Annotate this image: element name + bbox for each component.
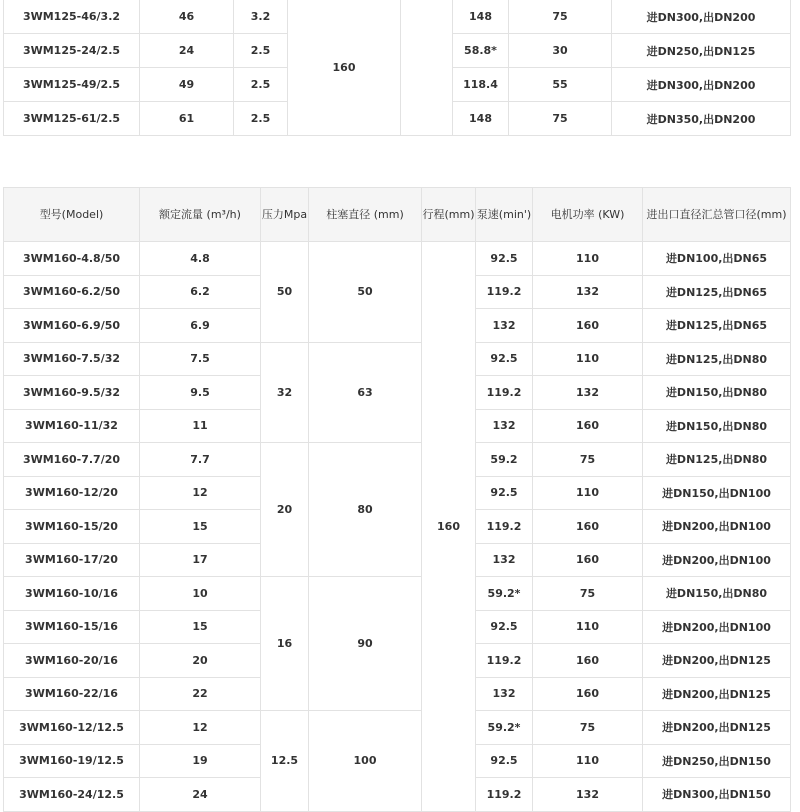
table-row (4, 342, 791, 376)
cell-power: 30 (509, 34, 612, 68)
cell-power: 75 (533, 577, 643, 611)
cell-rpm: 148 (453, 102, 509, 136)
table-row (4, 577, 791, 611)
cell-model: 3WM160-24/12.5 (4, 778, 140, 812)
header-model: 型号(Model) (4, 188, 140, 242)
table-row (4, 443, 791, 477)
cell-pipe: 进DN150,出DN80 (643, 409, 791, 443)
cell-flow: 12 (140, 476, 261, 510)
cell-power: 160 (533, 510, 643, 544)
cell-flow: 49 (140, 68, 234, 102)
cell-model: 3WM160-15/16 (4, 610, 140, 644)
header-stroke: 行程(mm) (422, 188, 476, 242)
cell-flow: 6.2 (140, 275, 261, 309)
cell-flow: 9.5 (140, 376, 261, 410)
cell-flow: 61 (140, 102, 234, 136)
cell-power: 132 (533, 778, 643, 812)
cell-pressure: 32 (261, 342, 309, 443)
cell-power: 110 (533, 242, 643, 276)
cell-rpm: 59.2* (476, 577, 533, 611)
cell-power: 110 (533, 744, 643, 778)
header-pipe: 进出口直径汇总管口径(mm) (643, 188, 791, 242)
cell-rpm: 132 (476, 543, 533, 577)
cell-rpm: 92.5 (476, 744, 533, 778)
cell-rpm: 132 (476, 677, 533, 711)
cell-model: 3WM160-11/32 (4, 409, 140, 443)
cell-pipe: 进DN300,出DN200 (612, 0, 791, 34)
cell-pressure: 2.5 (234, 34, 288, 68)
header-pressure: 压力Mpa (261, 188, 309, 242)
cell-flow: 7.5 (140, 342, 261, 376)
cell-plunger: 80 (309, 443, 422, 577)
cell-model: 3WM160-7.5/32 (4, 342, 140, 376)
cell-model: 3WM160-6.9/50 (4, 309, 140, 343)
cell-power: 160 (533, 543, 643, 577)
cell-plunger: 90 (309, 577, 422, 711)
cell-power: 132 (533, 275, 643, 309)
cell-model: 3WM160-6.2/50 (4, 275, 140, 309)
cell-power: 110 (533, 342, 643, 376)
cell-pressure: 16 (261, 577, 309, 711)
cell-pipe: 进DN200,出DN125 (643, 711, 791, 745)
header-row (4, 188, 791, 242)
cell-pipe: 进DN200,出DN100 (643, 543, 791, 577)
cell-rpm: 132 (476, 409, 533, 443)
cell-model: 3WM160-20/16 (4, 644, 140, 678)
table-row (4, 242, 791, 276)
cell-flow: 12 (140, 711, 261, 745)
spec-table-3wm125-body (4, 0, 791, 136)
cell-flow: 10 (140, 577, 261, 611)
cell-pipe: 进DN200,出DN100 (643, 510, 791, 544)
cell-pipe: 进DN200,出DN125 (643, 677, 791, 711)
cell-plunger: 100 (309, 711, 422, 812)
cell-model: 3WM160-19/12.5 (4, 744, 140, 778)
cell-pipe: 进DN150,出DN80 (643, 376, 791, 410)
cell-pipe: 进DN125,出DN65 (643, 275, 791, 309)
cell-pipe: 进DN200,出DN100 (643, 610, 791, 644)
cell-power: 132 (533, 376, 643, 410)
cell-stroke: 160 (288, 0, 401, 136)
table-row (4, 0, 791, 34)
cell-rpm: 119.2 (476, 778, 533, 812)
cell-model: 3WM160-12/12.5 (4, 711, 140, 745)
cell-flow: 4.8 (140, 242, 261, 276)
cell-rpm: 119.2 (476, 376, 533, 410)
cell-pressure: 20 (261, 443, 309, 577)
cell-pressure: 3.2 (234, 0, 288, 34)
cell-model: 3WM125-46/3.2 (4, 0, 140, 34)
cell-rpm: 92.5 (476, 610, 533, 644)
cell-power: 160 (533, 677, 643, 711)
cell-rpm: 119.2 (476, 510, 533, 544)
cell-rpm: 58.8* (453, 34, 509, 68)
cell-flow: 7.7 (140, 443, 261, 477)
cell-rpm: 92.5 (476, 476, 533, 510)
cell-model: 3WM125-49/2.5 (4, 68, 140, 102)
header-rpm: 泵速(min') (476, 188, 533, 242)
cell-pipe: 进DN125,出DN80 (643, 342, 791, 376)
cell-pipe: 进DN150,出DN100 (643, 476, 791, 510)
cell-flow: 19 (140, 744, 261, 778)
cell-power: 75 (533, 443, 643, 477)
spec-table-3wm160-body (4, 242, 791, 812)
cell-pipe: 进DN125,出DN65 (643, 309, 791, 343)
cell-flow: 11 (140, 409, 261, 443)
cell-plunger: 50 (309, 242, 422, 343)
table-row (4, 711, 791, 745)
cell-flow: 24 (140, 778, 261, 812)
cell-model: 3WM160-7.7/20 (4, 443, 140, 477)
cell-model: 3WM160-15/20 (4, 510, 140, 544)
cell-rpm: 118.4 (453, 68, 509, 102)
cell-flow: 22 (140, 677, 261, 711)
cell-flow: 15 (140, 510, 261, 544)
cell-power: 75 (533, 711, 643, 745)
cell-pipe: 进DN350,出DN200 (612, 102, 791, 136)
cell-rpm: 132 (476, 309, 533, 343)
cell-plunger: 63 (309, 342, 422, 443)
cell-rpm: 92.5 (476, 242, 533, 276)
header-flow: 额定流量 (m³/h) (140, 188, 261, 242)
cell-pipe: 进DN300,出DN150 (643, 778, 791, 812)
cell-rpm: 59.2 (476, 443, 533, 477)
cell-pipe: 进DN100,出DN65 (643, 242, 791, 276)
cell-stroke: 160 (422, 242, 476, 812)
cell-flow: 46 (140, 0, 234, 34)
cell-pressure: 50 (261, 242, 309, 343)
cell-power: 110 (533, 610, 643, 644)
cell-power: 160 (533, 644, 643, 678)
cell-power: 75 (509, 0, 612, 34)
cell-rpm: 119.2 (476, 275, 533, 309)
cell-pressure: 2.5 (234, 102, 288, 136)
cell-pipe: 进DN150,出DN80 (643, 577, 791, 611)
cell-model: 3WM160-12/20 (4, 476, 140, 510)
cell-rpm: 148 (453, 0, 509, 34)
cell-pipe: 进DN300,出DN200 (612, 68, 791, 102)
spec-table-3wm160 (3, 187, 791, 812)
spec-table-3wm125 (3, 0, 791, 136)
cell-power: 160 (533, 309, 643, 343)
cell-pipe: 进DN200,出DN125 (643, 644, 791, 678)
cell-model: 3WM160-9.5/32 (4, 376, 140, 410)
cell-model: 3WM125-61/2.5 (4, 102, 140, 136)
header-power: 电机功率 (KW) (533, 188, 643, 242)
cell-model: 3WM125-24/2.5 (4, 34, 140, 68)
cell-model: 3WM160-22/16 (4, 677, 140, 711)
cell-pipe: 进DN250,出DN125 (612, 34, 791, 68)
cell-rpm: 59.2* (476, 711, 533, 745)
cell-empty (401, 0, 453, 136)
cell-power: 75 (509, 102, 612, 136)
cell-flow: 15 (140, 610, 261, 644)
cell-power: 110 (533, 476, 643, 510)
cell-pipe: 进DN125,出DN80 (643, 443, 791, 477)
cell-flow: 17 (140, 543, 261, 577)
cell-flow: 6.9 (140, 309, 261, 343)
cell-pipe: 进DN250,出DN150 (643, 744, 791, 778)
cell-flow: 20 (140, 644, 261, 678)
cell-model: 3WM160-17/20 (4, 543, 140, 577)
header-plunger: 柱塞直径 (mm) (309, 188, 422, 242)
cell-flow: 24 (140, 34, 234, 68)
cell-rpm: 92.5 (476, 342, 533, 376)
cell-model: 3WM160-10/16 (4, 577, 140, 611)
cell-pressure: 2.5 (234, 68, 288, 102)
cell-rpm: 119.2 (476, 644, 533, 678)
cell-power: 160 (533, 409, 643, 443)
cell-model: 3WM160-4.8/50 (4, 242, 140, 276)
cell-power: 55 (509, 68, 612, 102)
cell-pressure: 12.5 (261, 711, 309, 812)
